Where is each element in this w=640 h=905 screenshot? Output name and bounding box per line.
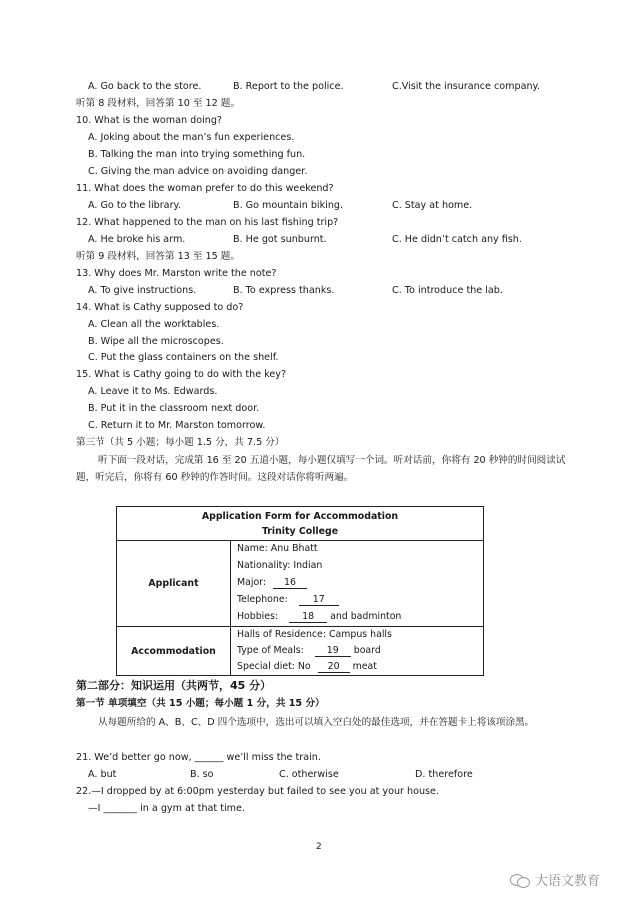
blank-16[interactable]: 16 <box>273 577 307 589</box>
q10-option-a: A. Joking about the man’s fun experiences. <box>88 132 295 143</box>
applicant-nationality: Nationality: Indian <box>237 560 323 571</box>
question-14: 14. What is Cathy supposed to do? <box>76 302 244 313</box>
diet-tail: meat <box>352 661 377 672</box>
segment-8-instruction: 听第 8 段材料，回答第 10 至 12 题。 <box>76 98 240 109</box>
applicant-hobbies <box>237 611 401 623</box>
q10-option-c: C. Giving the man advice on avoiding danger. <box>88 166 308 177</box>
q21-option-a: A. but <box>88 769 117 780</box>
q15-option-b: B. Put it in the classroom next door. <box>88 403 260 414</box>
accommodation-row <box>117 627 483 675</box>
hobbies-tail: and badminton <box>330 611 402 622</box>
type-of-meals <box>237 645 381 657</box>
q9-option-a: A. Go back to the store. <box>88 81 202 92</box>
part-2-instruction: 从每题所给的 A、B、C、D 四个选项中，选出可以填入空白处的最佳选项，并在答题卡上将该项涂黑。 <box>98 717 535 728</box>
hobbies-label: Hobbies: <box>237 611 279 622</box>
watermark <box>510 870 600 889</box>
q11-option-a: A. Go to the library. <box>88 200 181 211</box>
q13-option-c: C. To introduce the lab. <box>392 285 503 296</box>
applicant-row <box>117 541 483 627</box>
question-10: 10. What is the woman doing? <box>76 115 223 126</box>
wechat-icon <box>510 872 530 888</box>
q14-option-a: A. Clean all the worktables. <box>88 319 220 330</box>
applicant-major <box>237 577 307 589</box>
q14-option-b: B. Wipe all the microscopes. <box>88 336 224 347</box>
blank-20[interactable]: 20 <box>318 661 350 673</box>
q9-option-c: C.Visit the insurance company. <box>392 81 540 92</box>
page-number: 2 <box>316 842 322 852</box>
section-3-instruction: 听下面一段对话，完成第 16 至 20 五道小题，每小题仅填写一个词。听对话前，你将有 20 秒钟的时间阅读试题，听完后，你将有 60 秒钟的作答时间。这段对话你将听两遍。 <box>76 455 566 483</box>
question-11: 11. What does the woman prefer to do this weekend? <box>76 183 334 194</box>
q21-option-c: C. otherwise <box>279 769 339 780</box>
diet-label: Special diet: No <box>237 661 311 672</box>
q9-option-b: B. Report to the police. <box>233 81 344 92</box>
watermark-text: 大语文教育 <box>535 874 601 889</box>
q11-option-c: C. Stay at home. <box>392 200 473 211</box>
meals-tail: board <box>353 645 381 656</box>
blank-18[interactable]: 18 <box>289 611 327 623</box>
part-2-title: 第二部分：知识运用（共两节，45 分） <box>76 679 272 692</box>
q13-option-b: B. To express thanks. <box>233 285 335 296</box>
applicant-telephone <box>237 594 339 606</box>
question-21: 21. We’d better go now, ______ we’ll miss the train. <box>76 752 321 763</box>
q21-option-d: D. therefore <box>415 769 473 780</box>
special-diet <box>237 661 377 673</box>
q14-option-c: C. Put the glass containers on the shelf. <box>88 352 279 363</box>
form-college: Trinity College <box>261 526 339 537</box>
q11-option-b: B. Go mountain biking. <box>233 200 344 211</box>
q13-option-a: A. To give instructions. <box>88 285 197 296</box>
question-22-reply: —I _______ in a gym at that time. <box>88 803 245 814</box>
application-form-table <box>116 506 484 676</box>
accommodation-label: Accommodation <box>117 627 231 675</box>
q12-option-a: A. He broke his arm. <box>88 234 186 245</box>
q12-option-c: C. He didn’t catch any fish. <box>392 234 522 245</box>
question-12: 12. What happened to the man on his last fishing trip? <box>76 217 339 228</box>
question-13: 13. Why does Mr. Marston write the note? <box>76 268 277 279</box>
form-header <box>117 507 483 541</box>
part-2-section-1-title: 第一节 单项填空（共 15 小题；每小题 1 分，共 15 分） <box>76 698 325 709</box>
q15-option-c: C. Return it to Mr. Marston tomorrow. <box>88 420 266 431</box>
q12-option-b: B. He got sunburnt. <box>233 234 327 245</box>
q15-option-a: A. Leave it to Ms. Edwards. <box>88 386 218 397</box>
telephone-label: Telephone: <box>237 594 288 605</box>
blank-17[interactable]: 17 <box>299 594 339 606</box>
question-22: 22.—I dropped by at 6:00pm yesterday but failed to see you at your house. <box>76 786 440 797</box>
blank-19[interactable]: 19 <box>315 645 351 657</box>
q21-option-b: B. so <box>190 769 214 780</box>
q10-option-b: B. Talking the man into trying something fun. <box>88 149 306 160</box>
applicant-label: Applicant <box>117 541 231 626</box>
question-15: 15. What is Cathy going to do with the key? <box>76 369 287 380</box>
form-title: Application Form for Accommodation <box>201 511 399 522</box>
meals-label: Type of Meals: <box>237 645 304 656</box>
halls-of-residence: Halls of Residence: Campus halls <box>237 629 392 640</box>
major-label: Major: <box>237 577 267 588</box>
applicant-name: Name: Anu Bhatt <box>237 543 318 554</box>
segment-9-instruction: 听第 9 段材料，回答第 13 至 15 题。 <box>76 251 240 262</box>
section-3-title: 第三节（共 5 小题；每小题 1.5 分，共 7.5 分） <box>76 437 285 448</box>
